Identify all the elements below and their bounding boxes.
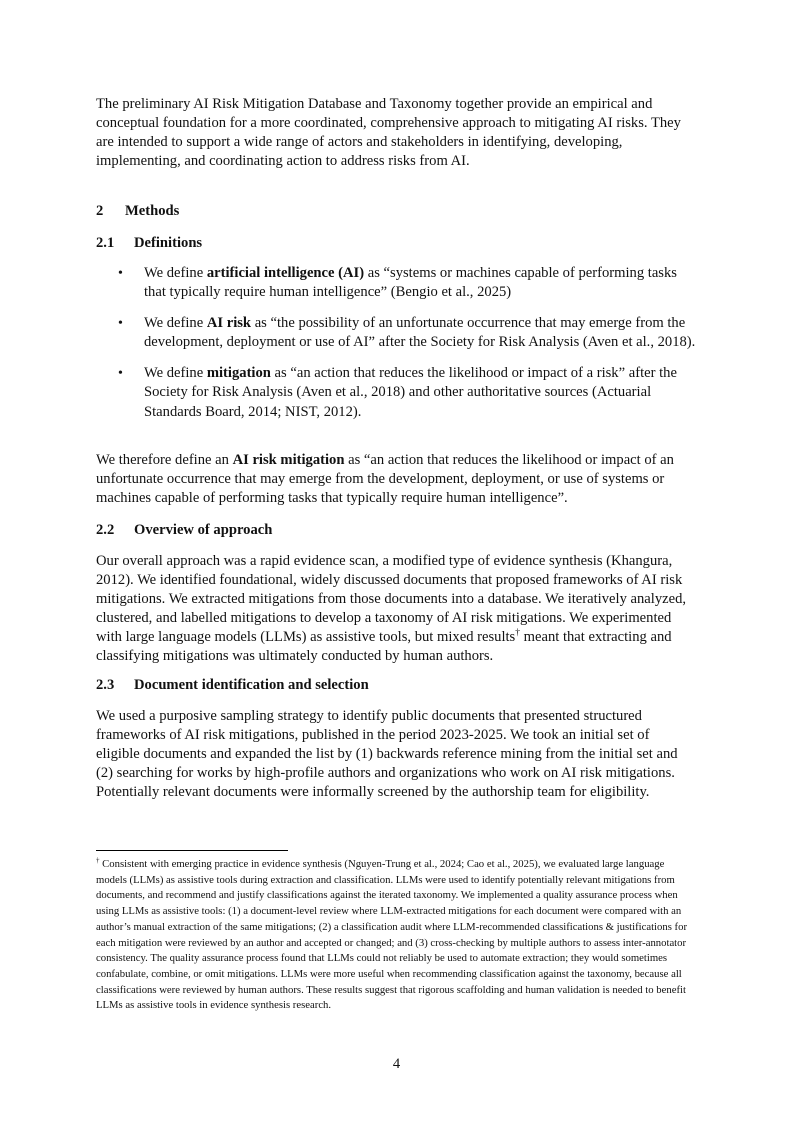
definition-summary-paragraph <box>96 451 696 508</box>
subsection-number: 2.1 <box>96 235 115 251</box>
subsection-title: Overview of approach <box>134 522 273 538</box>
footnote-text: Consistent with emerging practice in evidence synthesis (Nguyen-Trung et al., 2024; Cao et al., 2025), we evaluated large language models (LLMs) as assistive tools during extraction and classification. LLMs were used to identify potentially relevant mitigations from documents, and recommend and justify classifications against the iterated taxonomy. We implemented a quality assurance process when using LLMs as assistive tools: (1) a document-level review where LLM-extracted mitigations for each document were compared with an author’s manual extraction of the same mitigations; (2) a classification audit where LLM-recommended classifications & justifications for each mitigation were reviewed by an author and accepted or changed; and (3) cross-checking by multiple authors to assess inter-annotator consistency. The quality assurance process found that LLMs could not reliably be used to automate extraction; they would sometimes confabulate, combine, or omit mitigations. LLMs were more useful when recommending classification against the taxonomy, because all classifications were reviewed by human authors. These results suggest that rigorous scaffolding and human validation is needed to benefit LLMs as assistive tools in evidence synthesis research. <box>96 858 688 1012</box>
subsection-title: Document identification and selection <box>134 677 369 693</box>
subsection-heading-overview <box>96 521 272 540</box>
footnote-reference[interactable]: † <box>515 628 520 639</box>
footnote <box>96 857 692 1014</box>
summary-term: AI risk mitigation <box>232 452 345 468</box>
overview-text: meant that extracting and classifying mitigations was ultimately conducted by human authors. <box>96 629 672 665</box>
bullet-icon: • <box>118 366 123 382</box>
intro-paragraph: The preliminary AI Risk Mitigation Database and Taxonomy together provide an empirical and conceptual foundation for a more coordinated, comprehensive approach to mitigating AI risks. They are intended to support a wide range of actors and stakeholders in identifying, developing, implementing, and coordinating action to address risks from AI. <box>96 96 681 170</box>
page-number: 4 <box>392 1056 401 1072</box>
definition-ai-risk <box>96 314 696 352</box>
definition-text: We define <box>144 315 207 332</box>
footnote-divider <box>96 850 288 851</box>
document-identification-paragraph: We used a purposive sampling strategy to identify public documents that presented structured frameworks of AI risk mitigations, published in the period 2023-2025. We took an initial set of eligible documents and expanded the list by (1) backwards reference mining from the initial set and (2) searching for works by high-profile authors and organizations who work on AI risk mitigations. Potentially relevant documents were informally screened by the authorship team for eligibility. <box>96 708 678 801</box>
definition-mitigation <box>96 364 696 421</box>
definition-term: AI risk <box>206 315 252 332</box>
definition-ai <box>96 264 696 302</box>
subsection-number: 2.3 <box>96 677 115 693</box>
section-number: 2 <box>96 203 104 219</box>
definition-text: as “the possibility of an unfortunate occurrence that may emerge from the development, deployment or use of AI” after the Society for Risk Analysis (Aven et al., 2018). <box>144 315 696 351</box>
bullet-icon: • <box>118 316 123 332</box>
summary-text: as “an action that reduces the likelihood or impact of an unfortunate occurrence that may emerge from the development, deployment, or use of systems or machines capable of performing tasks that typically require human intelligence”. <box>96 452 674 507</box>
definition-text: We define <box>144 265 207 281</box>
subsection-heading-document-identification <box>96 676 369 695</box>
subsection-title: Definitions <box>134 235 203 251</box>
definition-term: mitigation <box>206 365 271 382</box>
definition-text: We define <box>144 365 207 382</box>
definition-text: as “systems or machines capable of performing tasks that typically require human intelligence” (Bengio et al., 2025) <box>144 265 677 301</box>
definition-term: artificial intelligence (AI) <box>206 265 365 281</box>
summary-text: We therefore define an <box>96 452 233 468</box>
section-heading-methods <box>96 202 179 221</box>
overview-text: Our overall approach was a rapid evidence scan, a modified type of evidence synthesis (Khangura, 2012). We identified foundational, widely discussed documents that proposed frameworks of AI risk mitigations. We extracted mitigations from those documents into a database. We iteratively analyzed, clustered, and labelled mitigations to develop a taxonomy of AI risk mitigations. We experimented with large language models (LLMs) as assistive tools, but mixed results <box>96 553 687 646</box>
bullet-icon: • <box>118 266 123 281</box>
subsection-number: 2.2 <box>96 522 115 538</box>
overview-paragraph <box>96 552 696 667</box>
definitions-list <box>96 264 696 422</box>
footnote-mark: † <box>96 856 100 865</box>
definition-text: as “an action that reduces the likelihood or impact of a risk” after the Society for Risk Analysis (Aven et al., 2018) and other authoritative sources (Actuarial Standards Board, 2014; NIST, 2012). <box>144 365 677 420</box>
section-title: Methods <box>125 203 180 219</box>
subsection-heading-definitions <box>96 234 202 253</box>
